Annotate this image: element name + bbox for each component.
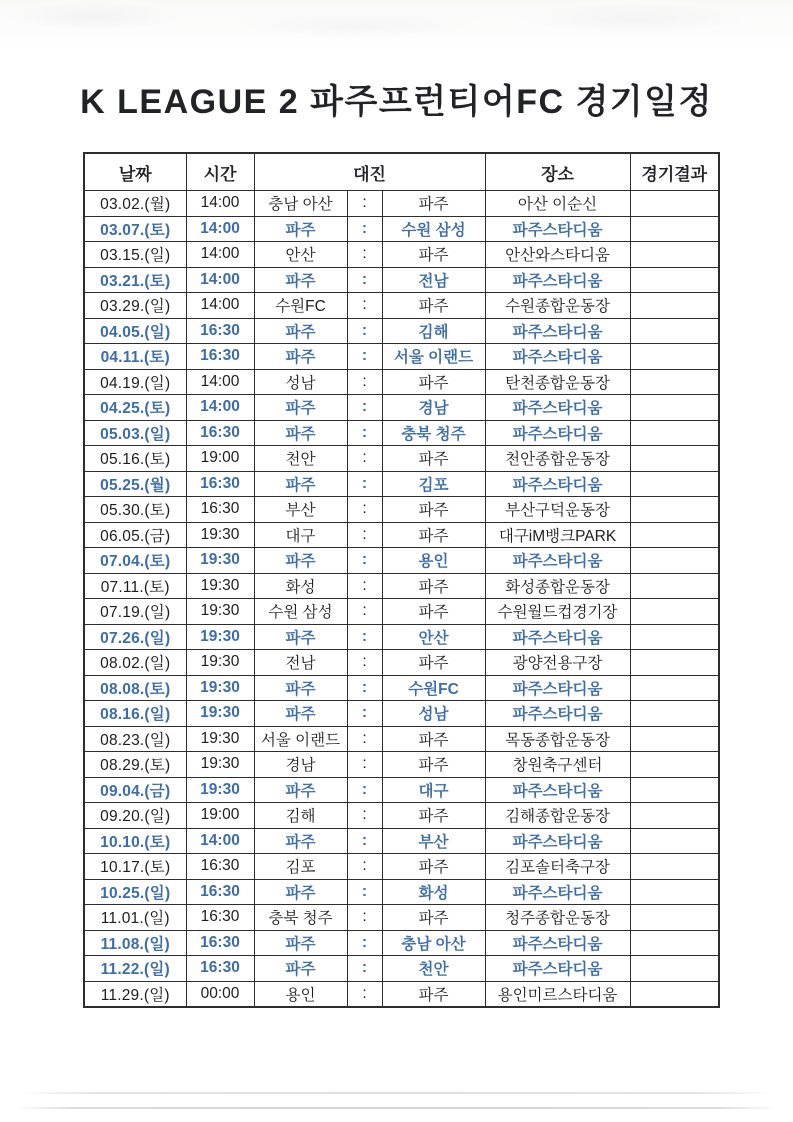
versus-colon-cell: :: [347, 956, 382, 982]
scan-artifact-line: [18, 1092, 775, 1094]
table-row: [84, 650, 719, 676]
away-team-cell: 파주: [382, 905, 485, 931]
home-team-cell: 파주: [254, 701, 347, 727]
versus-colon-cell: :: [347, 191, 382, 217]
versus-colon-cell: :: [347, 344, 382, 370]
venue-cell: 파주스타디움: [485, 471, 630, 497]
date-cell: 08.16.(일): [84, 701, 186, 727]
result-cell: [630, 599, 719, 625]
result-cell: [630, 446, 719, 472]
table-row: [84, 701, 719, 727]
home-team-cell: 수원FC: [254, 293, 347, 319]
table-row: [84, 803, 719, 829]
away-team-cell: 파주: [382, 573, 485, 599]
table-row: [84, 369, 719, 395]
venue-cell: 파주스타디움: [485, 420, 630, 446]
venue-cell: 파주스타디움: [485, 548, 630, 574]
table-row: [84, 548, 719, 574]
date-cell: 11.22.(일): [84, 956, 186, 982]
home-team-cell: 경남: [254, 752, 347, 778]
result-cell: [630, 905, 719, 931]
away-team-cell: 파주: [382, 726, 485, 752]
time-cell: 16:30: [186, 344, 254, 370]
home-team-cell: 대구: [254, 522, 347, 548]
away-team-cell: 파주: [382, 242, 485, 268]
result-cell: [630, 777, 719, 803]
versus-colon-cell: :: [347, 752, 382, 778]
scan-artifact-top: [0, 0, 793, 48]
versus-colon-cell: :: [347, 930, 382, 956]
venue-cell: 김해종합운동장: [485, 803, 630, 829]
time-cell: 19:30: [186, 599, 254, 625]
versus-colon-cell: :: [347, 267, 382, 293]
result-cell: [630, 803, 719, 829]
result-cell: [630, 267, 719, 293]
home-team-cell: 파주: [254, 930, 347, 956]
date-cell: 07.11.(토): [84, 573, 186, 599]
away-team-cell: 파주: [382, 854, 485, 880]
away-team-cell: 용인: [382, 548, 485, 574]
date-cell: 07.19.(일): [84, 599, 186, 625]
table-row: [84, 344, 719, 370]
away-team-cell: 파주: [382, 752, 485, 778]
date-cell: 04.05.(일): [84, 318, 186, 344]
time-cell: 16:30: [186, 497, 254, 523]
date-cell: 11.29.(일): [84, 981, 186, 1007]
away-team-cell: 파주: [382, 803, 485, 829]
home-team-cell: 파주: [254, 395, 347, 421]
away-team-cell: 파주: [382, 981, 485, 1007]
result-cell: [630, 650, 719, 676]
result-cell: [630, 395, 719, 421]
versus-colon-cell: :: [347, 854, 382, 880]
home-team-cell: 파주: [254, 675, 347, 701]
table-row: [84, 956, 719, 982]
result-cell: [630, 242, 719, 268]
date-cell: 11.08.(일): [84, 930, 186, 956]
versus-colon-cell: :: [347, 216, 382, 242]
home-team-cell: 부산: [254, 497, 347, 523]
versus-colon-cell: :: [347, 650, 382, 676]
time-cell: 19:30: [186, 650, 254, 676]
table-row: [84, 420, 719, 446]
table-row: [84, 573, 719, 599]
time-cell: 14:00: [186, 216, 254, 242]
home-team-cell: 화성: [254, 573, 347, 599]
time-cell: 14:00: [186, 242, 254, 268]
date-cell: 04.25.(토): [84, 395, 186, 421]
venue-cell: 용인미르스타디움: [485, 981, 630, 1007]
venue-cell: 파주스타디움: [485, 344, 630, 370]
time-cell: 14:00: [186, 191, 254, 217]
result-cell: [630, 879, 719, 905]
time-cell: 14:00: [186, 828, 254, 854]
home-team-cell: 파주: [254, 267, 347, 293]
table-row: [84, 854, 719, 880]
date-cell: 08.02.(일): [84, 650, 186, 676]
venue-cell: 파주스타디움: [485, 879, 630, 905]
schedule-table-body: [84, 191, 719, 1008]
date-cell: 08.08.(토): [84, 675, 186, 701]
versus-colon-cell: :: [347, 497, 382, 523]
result-cell: [630, 981, 719, 1007]
home-team-cell: 파주: [254, 318, 347, 344]
result-cell: [630, 573, 719, 599]
away-team-cell: 전남: [382, 267, 485, 293]
home-team-cell: 전남: [254, 650, 347, 676]
time-cell: 00:00: [186, 981, 254, 1007]
result-cell: [630, 318, 719, 344]
result-cell: [630, 956, 719, 982]
time-cell: 19:30: [186, 726, 254, 752]
versus-colon-cell: :: [347, 395, 382, 421]
table-row: [84, 879, 719, 905]
versus-colon-cell: :: [347, 879, 382, 905]
result-cell: [630, 216, 719, 242]
time-cell: 16:30: [186, 956, 254, 982]
venue-cell: 파주스타디움: [485, 675, 630, 701]
away-team-cell: 파주: [382, 497, 485, 523]
home-team-cell: 파주: [254, 344, 347, 370]
table-row: [84, 981, 719, 1007]
table-row: [84, 624, 719, 650]
venue-cell: 아산 이순신: [485, 191, 630, 217]
versus-colon-cell: :: [347, 446, 382, 472]
versus-colon-cell: :: [347, 548, 382, 574]
date-cell: 04.19.(일): [84, 369, 186, 395]
venue-cell: 파주스타디움: [485, 828, 630, 854]
away-team-cell: 김해: [382, 318, 485, 344]
result-cell: [630, 752, 719, 778]
date-cell: 05.30.(토): [84, 497, 186, 523]
date-cell: 06.05.(금): [84, 522, 186, 548]
versus-colon-cell: :: [347, 624, 382, 650]
time-cell: 16:30: [186, 318, 254, 344]
table-row: [84, 497, 719, 523]
home-team-cell: 파주: [254, 828, 347, 854]
away-team-cell: 파주: [382, 522, 485, 548]
venue-cell: 탄천종합운동장: [485, 369, 630, 395]
time-cell: 14:00: [186, 369, 254, 395]
home-team-cell: 용인: [254, 981, 347, 1007]
versus-colon-cell: :: [347, 573, 382, 599]
table-row: [84, 267, 719, 293]
venue-cell: 천안종합운동장: [485, 446, 630, 472]
venue-cell: 파주스타디움: [485, 267, 630, 293]
away-team-cell: 김포: [382, 471, 485, 497]
time-cell: 19:30: [186, 548, 254, 574]
home-team-cell: 파주: [254, 548, 347, 574]
venue-cell: 파주스타디움: [485, 930, 630, 956]
table-row: [84, 216, 719, 242]
column-header-time: 시간: [186, 153, 254, 191]
home-team-cell: 파주: [254, 879, 347, 905]
date-cell: 05.25.(월): [84, 471, 186, 497]
venue-cell: 김포솔터축구장: [485, 854, 630, 880]
date-cell: 07.04.(토): [84, 548, 186, 574]
table-row: [84, 242, 719, 268]
away-team-cell: 파주: [382, 599, 485, 625]
home-team-cell: 김포: [254, 854, 347, 880]
date-cell: 03.15.(일): [84, 242, 186, 268]
table-row: [84, 930, 719, 956]
date-cell: 05.03.(일): [84, 420, 186, 446]
venue-cell: 파주스타디움: [485, 216, 630, 242]
result-cell: [630, 701, 719, 727]
venue-cell: 파주스타디움: [485, 318, 630, 344]
versus-colon-cell: :: [347, 420, 382, 446]
result-cell: [630, 420, 719, 446]
result-cell: [630, 369, 719, 395]
date-cell: 05.16.(토): [84, 446, 186, 472]
match-schedule-table: [83, 152, 720, 1008]
result-cell: [630, 471, 719, 497]
home-team-cell: 파주: [254, 956, 347, 982]
away-team-cell: 파주: [382, 650, 485, 676]
venue-cell: 창원축구센터: [485, 752, 630, 778]
table-row: [84, 446, 719, 472]
time-cell: 19:30: [186, 701, 254, 727]
home-team-cell: 파주: [254, 216, 347, 242]
venue-cell: 파주스타디움: [485, 624, 630, 650]
result-cell: [630, 548, 719, 574]
away-team-cell: 충남 아산: [382, 930, 485, 956]
date-cell: 08.29.(토): [84, 752, 186, 778]
versus-colon-cell: :: [347, 777, 382, 803]
date-cell: 03.07.(토): [84, 216, 186, 242]
time-cell: 19:00: [186, 446, 254, 472]
table-row: [84, 675, 719, 701]
venue-cell: 수원월드컵경기장: [485, 599, 630, 625]
versus-colon-cell: :: [347, 701, 382, 727]
time-cell: 16:30: [186, 854, 254, 880]
away-team-cell: 화성: [382, 879, 485, 905]
table-row: [84, 293, 719, 319]
result-cell: [630, 344, 719, 370]
result-cell: [630, 293, 719, 319]
versus-colon-cell: :: [347, 828, 382, 854]
home-team-cell: 수원 삼성: [254, 599, 347, 625]
venue-cell: 파주스타디움: [485, 395, 630, 421]
versus-colon-cell: :: [347, 726, 382, 752]
away-team-cell: 파주: [382, 293, 485, 319]
home-team-cell: 안산: [254, 242, 347, 268]
table-row: [84, 522, 719, 548]
venue-cell: 대구iM뱅크PARK: [485, 522, 630, 548]
home-team-cell: 충북 청주: [254, 905, 347, 931]
table-row: [84, 318, 719, 344]
time-cell: 19:30: [186, 752, 254, 778]
versus-colon-cell: :: [347, 981, 382, 1007]
home-team-cell: 김해: [254, 803, 347, 829]
date-cell: 11.01.(일): [84, 905, 186, 931]
versus-colon-cell: :: [347, 293, 382, 319]
away-team-cell: 성남: [382, 701, 485, 727]
table-row: [84, 395, 719, 421]
time-cell: 14:00: [186, 267, 254, 293]
result-cell: [630, 497, 719, 523]
venue-cell: 화성종합운동장: [485, 573, 630, 599]
result-cell: [630, 522, 719, 548]
versus-colon-cell: :: [347, 803, 382, 829]
home-team-cell: 천안: [254, 446, 347, 472]
versus-colon-cell: :: [347, 599, 382, 625]
table-row: [84, 191, 719, 217]
result-cell: [630, 930, 719, 956]
date-cell: 07.26.(일): [84, 624, 186, 650]
table-row: [84, 726, 719, 752]
time-cell: 16:30: [186, 471, 254, 497]
home-team-cell: 파주: [254, 624, 347, 650]
result-cell: [630, 191, 719, 217]
versus-colon-cell: :: [347, 318, 382, 344]
table-row: [84, 828, 719, 854]
away-team-cell: 부산: [382, 828, 485, 854]
time-cell: 16:30: [186, 905, 254, 931]
column-header-venue: 장소: [485, 153, 630, 191]
date-cell: 03.02.(월): [84, 191, 186, 217]
home-team-cell: 파주: [254, 471, 347, 497]
table-row: [84, 471, 719, 497]
time-cell: 16:30: [186, 420, 254, 446]
page-title: K LEAGUE 2 파주프런티어FC 경기일정: [80, 83, 713, 121]
venue-cell: 광양전용구장: [485, 650, 630, 676]
table-row: [84, 905, 719, 931]
column-header-date: 날짜: [84, 153, 186, 191]
venue-cell: 안산와스타디움: [485, 242, 630, 268]
home-team-cell: 충남 아산: [254, 191, 347, 217]
scan-artifact-line: [14, 1107, 779, 1109]
time-cell: 14:00: [186, 395, 254, 421]
result-cell: [630, 624, 719, 650]
versus-colon-cell: :: [347, 242, 382, 268]
date-cell: 10.10.(토): [84, 828, 186, 854]
away-team-cell: 안산: [382, 624, 485, 650]
time-cell: 19:00: [186, 803, 254, 829]
time-cell: 19:30: [186, 777, 254, 803]
time-cell: 19:30: [186, 522, 254, 548]
table-header-row: [84, 153, 719, 191]
time-cell: 14:00: [186, 293, 254, 319]
away-team-cell: 수원 삼성: [382, 216, 485, 242]
away-team-cell: 경남: [382, 395, 485, 421]
versus-colon-cell: :: [347, 471, 382, 497]
table-row: [84, 752, 719, 778]
result-cell: [630, 854, 719, 880]
venue-cell: 목동종합운동장: [485, 726, 630, 752]
versus-colon-cell: :: [347, 522, 382, 548]
date-cell: 08.23.(일): [84, 726, 186, 752]
time-cell: 16:30: [186, 879, 254, 905]
away-team-cell: 파주: [382, 369, 485, 395]
column-header-match: 대진: [254, 153, 485, 191]
home-team-cell: 파주: [254, 777, 347, 803]
table-row: [84, 599, 719, 625]
venue-cell: 수원종합운동장: [485, 293, 630, 319]
date-cell: 03.29.(일): [84, 293, 186, 319]
home-team-cell: 파주: [254, 420, 347, 446]
away-team-cell: 파주: [382, 191, 485, 217]
date-cell: 03.21.(토): [84, 267, 186, 293]
time-cell: 19:30: [186, 573, 254, 599]
date-cell: 04.11.(토): [84, 344, 186, 370]
date-cell: 10.17.(토): [84, 854, 186, 880]
time-cell: 19:30: [186, 624, 254, 650]
time-cell: 19:30: [186, 675, 254, 701]
venue-cell: 파주스타디움: [485, 777, 630, 803]
away-team-cell: 수원FC: [382, 675, 485, 701]
venue-cell: 파주스타디움: [485, 956, 630, 982]
date-cell: 09.20.(일): [84, 803, 186, 829]
versus-colon-cell: :: [347, 905, 382, 931]
away-team-cell: 대구: [382, 777, 485, 803]
home-team-cell: 서울 이랜드: [254, 726, 347, 752]
away-team-cell: 서울 이랜드: [382, 344, 485, 370]
result-cell: [630, 828, 719, 854]
date-cell: 09.04.(금): [84, 777, 186, 803]
time-cell: 16:30: [186, 930, 254, 956]
result-cell: [630, 675, 719, 701]
away-team-cell: 천안: [382, 956, 485, 982]
away-team-cell: 파주: [382, 446, 485, 472]
versus-colon-cell: :: [347, 675, 382, 701]
home-team-cell: 성남: [254, 369, 347, 395]
venue-cell: 파주스타디움: [485, 701, 630, 727]
versus-colon-cell: :: [347, 369, 382, 395]
venue-cell: 부산구덕운동장: [485, 497, 630, 523]
result-cell: [630, 726, 719, 752]
column-header-result: 경기결과: [630, 153, 719, 191]
table-row: [84, 777, 719, 803]
date-cell: 10.25.(일): [84, 879, 186, 905]
venue-cell: 청주종합운동장: [485, 905, 630, 931]
away-team-cell: 충북 청주: [382, 420, 485, 446]
